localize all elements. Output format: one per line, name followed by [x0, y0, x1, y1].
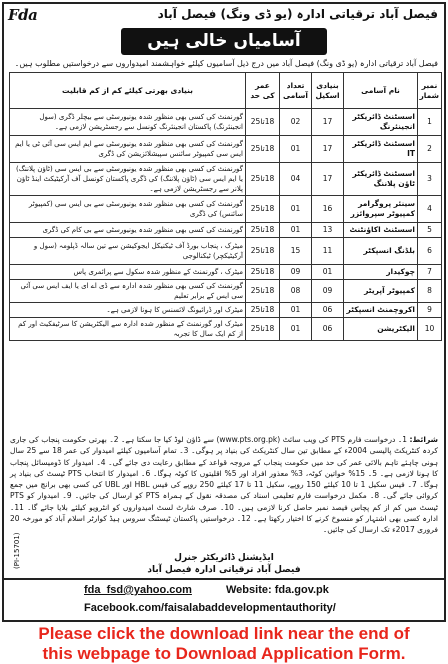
header-post: نام آسامی — [344, 73, 418, 109]
row-post: اسسٹنٹ اکاؤنٹنٹ — [344, 223, 418, 238]
header-serial: نمبر شمار — [418, 73, 442, 109]
row-post: اسسٹنٹ ڈائریکٹر IT — [344, 136, 418, 163]
row-scale: 17 — [312, 163, 344, 196]
signatory-title: ایڈیشنل ڈائریکٹر جنرل — [174, 553, 274, 563]
row-count: 08 — [280, 280, 312, 303]
row-serial: 5 — [418, 223, 442, 238]
row-post: الیکٹریشن — [344, 318, 418, 341]
table-row — [10, 136, 442, 163]
header-scale: بنیادی اسکیل — [312, 73, 344, 109]
row-serial: 1 — [418, 109, 442, 136]
row-post: سینئر پروگرامر کمپیوٹر سپروائزر — [344, 196, 418, 223]
headline: آسامیاں خالی ہیں — [121, 28, 327, 55]
table-row — [10, 303, 442, 318]
header-count: تعداد آسامی — [280, 73, 312, 109]
job-advertisement — [2, 2, 446, 580]
row-count: 01 — [280, 136, 312, 163]
headline-banner — [4, 28, 444, 55]
row-post: کمپیوٹر آپریٹر — [344, 280, 418, 303]
row-post: بلڈنگ انسپکٹر — [344, 238, 418, 265]
row-qualification: گورنمنٹ کی کسی بھی منظور شدہ ادارہ سے ڈی اے ای یا ایف ایس سی آئی سی ایس کے برابر تعلیم — [10, 280, 246, 303]
download-notice — [0, 624, 448, 664]
contact-strip — [2, 580, 446, 622]
row-qualification: گورنمنٹ کی کسی بھی منظور شدہ یونیورسٹی سے بیچلر ڈگری (سول انجینئرنگ) پاکستان انجینئرنگ کونسل سے رجسٹریشن لازمی ہے۔ — [10, 109, 246, 136]
row-age: 18تا25 — [246, 196, 280, 223]
vacancies-table — [9, 72, 442, 341]
row-count: 09 — [280, 265, 312, 280]
row-scale: 06 — [312, 303, 344, 318]
row-serial: 10 — [418, 318, 442, 341]
header-qualification: بنیادی بھرتی کیلئے کم از کم قابلیت — [10, 73, 246, 109]
row-age: 18تا25 — [246, 265, 280, 280]
table-row — [10, 238, 442, 265]
row-qualification: گورنمنٹ کی کسی بھی منظور شدہ یونیورسٹی سے بی ایس سی (کمپیوٹر سائنس) کی ڈگری — [10, 196, 246, 223]
row-scale: 17 — [312, 136, 344, 163]
table-header-row — [10, 73, 442, 109]
row-qualification: گورنمنٹ کی کسی بھی منظور شدہ یونیورسٹی سے ایم ایس سی آئی ٹی یا ایم ایس سی کمپیوٹر سائنس سپیشلائزیشن کی ڈگری — [10, 136, 246, 163]
conditions-body: 1۔ درخواست فارم PTS کی ویب سائٹ (www.pts.org.pk) سے ڈاؤن لوڈ کیا جا سکتا ہے۔ 2۔ بھرتی حکومت پنجاب کی جاری کردہ کنٹریکٹ پالیسی 2004ء کے مطابق تین سال کنٹریکٹ کی بنیاد پر ہوگی۔ 3۔ تمام آسامیوں کیلئے امیدوار کی عمر 18 سے 25 سال ہونی چاہئے تاہم بالائی عمر کی حد میں حکومت پنجاب کے مروجہ قواعد کے مطابق رعایت دی جائے گی۔ 4۔ امیدوار کا ڈومیسائل پنجاب کا ہونا لازمی ہے۔ 5۔ 15% خواتین کوٹہ، 3% معذور افراد اور 5% اقلیتوں کا کوٹہ ہوگا۔ 6۔ امیدوار کا انتخاب PTS ٹیسٹ کی بنیاد پر ہوگا۔ 7۔ فیس سکیل 1 تا 10 کیلئے 150 روپے، سکیل 11 تا 17 کیلئے 250 روپے کی فیس HBL اور UBL کی کسی بھی برانچ میں جمع کروائی جائے گی۔ 8۔ مکمل درخواست فارم تعلیمی اسناد کی مصدقہ نقول کے ہمراہ PTS کو ارسال کی جائیں۔ 9۔ امیدوار کو PTS ٹیسٹ میں کم از کم پچاس فیصد نمبر حاصل کرنا لازمی ہیں۔ 10۔ صرف شارٹ لسٹ امیدواروں کو انٹرویو کیلئے بلایا جائے گا۔ 11۔ ادارہ کسی بھی اشتہار کو منسوخ کرنے کا اختیار رکھتا ہے۔ 12۔ درخواستیں پاکستان ٹیسٹنگ سروس ہیڈ کوارٹر اسلام آباد کو مورخہ 20 فروری 2017ء تک ارسال کی جائیں۔ — [10, 435, 439, 535]
row-scale: 06 — [312, 318, 344, 341]
conditions-title: شرائط: — [409, 435, 438, 444]
row-age: 18تا25 — [246, 163, 280, 196]
pid-number: (PI-15701) — [13, 532, 21, 569]
row-scale: 09 — [312, 280, 344, 303]
row-age: 18تا25 — [246, 280, 280, 303]
table-row — [10, 280, 442, 303]
row-count: 04 — [280, 163, 312, 196]
row-serial: 2 — [418, 136, 442, 163]
row-age: 18تا25 — [246, 109, 280, 136]
table-row — [10, 196, 442, 223]
row-count: 01 — [280, 303, 312, 318]
row-scale: 13 — [312, 223, 344, 238]
header-age: عمر کی حد — [246, 73, 280, 109]
row-post: چوکیدار — [344, 265, 418, 280]
row-serial: 9 — [418, 303, 442, 318]
row-count: 01 — [280, 196, 312, 223]
row-qualification: میٹرک ، پنجاب بورڈ آف ٹیکنیکل ایجوکیشن سے تین سالہ ڈپلومہ (سول و آرکیٹیکچر) ٹیکنالوجی — [10, 238, 246, 265]
row-post: اسسٹنٹ ڈائریکٹر ٹاؤن پلاننگ — [344, 163, 418, 196]
notice-line-1: Please click the download link near the end of — [38, 624, 410, 643]
organization-name: فیصل آباد ترقیاتی ادارہ (یو ڈی ونگ) فیصل آباد — [157, 7, 438, 21]
website-link[interactable]: Website: fda.gov.pk — [226, 584, 329, 596]
table-row — [10, 318, 442, 341]
row-age: 18تا25 — [246, 223, 280, 238]
table-row — [10, 265, 442, 280]
table-row — [10, 163, 442, 196]
row-scale: 16 — [312, 196, 344, 223]
row-serial: 7 — [418, 265, 442, 280]
row-post: اسسٹنٹ ڈائریکٹر انجینئرنگ — [344, 109, 418, 136]
table-row — [10, 223, 442, 238]
row-qualification: میٹرک ، گورنمنٹ کے منظور شدہ سکول سے پرائمری پاس — [10, 265, 246, 280]
row-post: اکروچمنٹ انسپکٹر — [344, 303, 418, 318]
email-link[interactable]: fda_fsd@yahoo.com — [84, 584, 192, 596]
row-age: 18تا25 — [246, 303, 280, 318]
row-count: 02 — [280, 109, 312, 136]
fda-logo: Fda — [8, 6, 38, 24]
row-scale: 01 — [312, 265, 344, 280]
row-scale: 17 — [312, 109, 344, 136]
row-qualification: گورنمنٹ کی کسی بھی منظور شدہ یونیورسٹی سے بی ایس سی (ٹاؤن پلاننگ) یا ایم ایس سی (ٹاؤن پلاننگ) کی ڈگری پاکستان کونسل آف آرکیٹیکٹ اینڈ ٹاؤن پلانر سے رجسٹریشن لازمی ہے۔ — [10, 163, 246, 196]
row-serial: 4 — [418, 196, 442, 223]
row-serial: 6 — [418, 238, 442, 265]
row-scale: 11 — [312, 238, 344, 265]
notice-line-2: this webpage to Download Application Form. — [42, 644, 406, 663]
signatory-org: فیصل آباد ترقیاتی ادارہ فیصل آباد — [147, 565, 301, 575]
row-count: 15 — [280, 238, 312, 265]
row-qualification: میٹرک اور گورنمنٹ کے منظور شدہ ادارہ سے الیکٹریشن کا سرٹیفکیٹ اور کم از کم ایک سال کا تجربہ — [10, 318, 246, 341]
intro-text: فیصل آباد ترقیاتی ادارہ (یو ڈی ونگ) فیصل آباد میں درج ذیل آسامیوں کیلئے خواہشمند امیدواروں سے درخواستیں مطلوب ہیں۔ — [14, 59, 438, 68]
row-age: 18تا25 — [246, 318, 280, 341]
signature-block — [4, 552, 444, 576]
row-count: 01 — [280, 318, 312, 341]
row-qualification: گورنمنٹ کی کسی بھی منظور شدہ یونیورسٹی سے بی کام کی ڈگری — [10, 223, 246, 238]
row-serial: 8 — [418, 280, 442, 303]
row-qualification: میٹرک اور ڈرائیونگ لائسنس کا ہونا لازمی ہے۔ — [10, 303, 246, 318]
conditions-text — [10, 434, 438, 536]
row-serial: 3 — [418, 163, 442, 196]
table-row — [10, 109, 442, 136]
facebook-link[interactable]: Facebook.com/faisalabaddevelopmentauthority/ — [84, 602, 336, 614]
row-age: 18تا25 — [246, 238, 280, 265]
row-count: 01 — [280, 223, 312, 238]
row-age: 18تا25 — [246, 136, 280, 163]
